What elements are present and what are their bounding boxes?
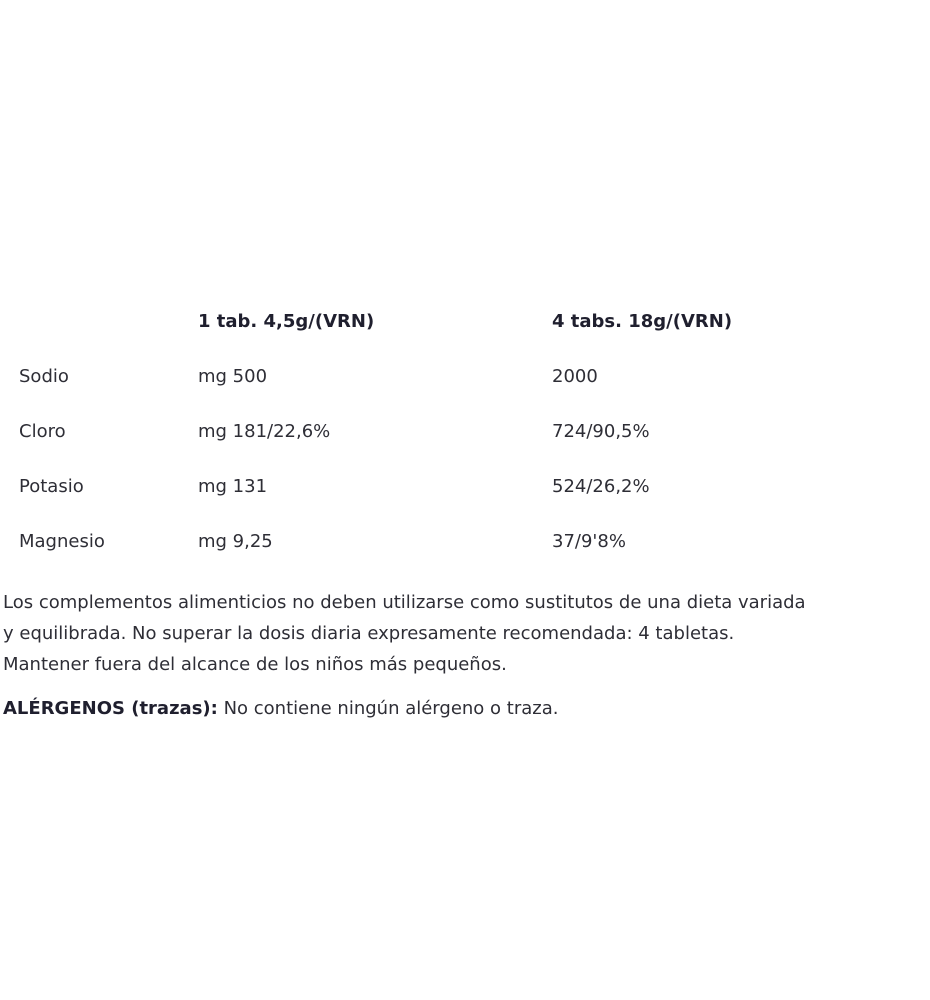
supplement-warning-text — [3, 587, 913, 680]
value-4-tabs: 2000 — [552, 366, 598, 387]
table-row — [0, 515, 930, 570]
value-1-tab: mg 500 — [198, 366, 268, 387]
table-header-row — [0, 295, 930, 350]
table-row — [0, 350, 930, 405]
value-4-tabs: 724/90,5% — [552, 421, 650, 442]
header-cell-4-tabs: 4 tabs. 18g/(VRN) — [552, 311, 733, 332]
value-1-tab: mg 9,25 — [198, 531, 273, 552]
value-1-tab: mg 131 — [198, 476, 268, 497]
value-1-tab: mg 181/22,6% — [198, 421, 331, 442]
allergens-text: No contiene ningún alérgeno o traza. — [217, 698, 559, 719]
warning-line-3: Mantener fuera del alcance de los niños más pequeños. — [3, 654, 507, 675]
nutrient-name: Magnesio — [19, 531, 105, 552]
header-cell-1-tab: 1 tab. 4,5g/(VRN) — [198, 311, 375, 332]
table-row — [0, 460, 930, 515]
nutrition-table — [0, 295, 930, 570]
value-4-tabs: 524/26,2% — [552, 476, 650, 497]
allergens-label: ALÉRGENOS (trazas): — [3, 698, 218, 719]
warning-line-1: Los complementos alimenticios no deben utilizarse como sustitutos de una dieta variada — [3, 592, 806, 613]
table-row — [0, 405, 930, 460]
nutrient-name: Sodio — [19, 366, 69, 387]
nutrient-name: Cloro — [19, 421, 66, 442]
nutrient-name: Potasio — [19, 476, 84, 497]
value-4-tabs: 37/9'8% — [552, 531, 626, 552]
allergens-statement — [3, 694, 558, 724]
warning-line-2: y equilibrada. No superar la dosis diaria expresamente recomendada: 4 tabletas. — [3, 623, 735, 644]
